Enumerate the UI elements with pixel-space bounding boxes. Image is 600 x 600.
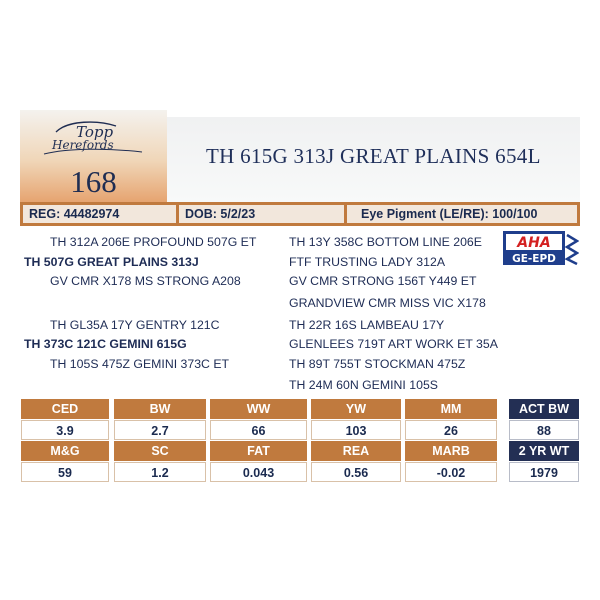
epd-value-mg: 59 [21, 462, 109, 482]
epd-header-mm: MM [405, 399, 497, 419]
epd-value-mm: 26 [405, 420, 497, 440]
epd-header-sc: SC [114, 441, 206, 461]
pedigree-sire-sire-sire: TH 312A 206E PROFOUND 507G ET [50, 235, 257, 249]
topp-herefords-logo [38, 118, 148, 162]
svg-text:Topp: Topp [76, 123, 114, 141]
epd-value-yw: 103 [311, 420, 401, 440]
pedigree-sire-sire: TH 507G GREAT PLAINS 313J [24, 255, 199, 269]
pedigree-sire-dam: TH 373C 121C GEMINI 615G [24, 337, 187, 351]
svg-text:Herefords: Herefords [52, 138, 114, 152]
epd-header-mg: M&G [21, 441, 109, 461]
pedigree-right-line: TH 13Y 358C BOTTOM LINE 206E [289, 235, 482, 249]
two-year-weight-value: 1979 [509, 462, 579, 482]
epd-header-yw: YW [311, 399, 401, 419]
epd-value-fat: 0.043 [210, 462, 307, 482]
pedigree-right-line: GRANDVIEW CMR MISS VIC X178 [289, 296, 486, 310]
pedigree-right-line: TH 89T 755T STOCKMAN 475Z [289, 357, 466, 371]
date-of-birth: DOB: 5/2/23 [179, 205, 344, 223]
eye-pigment: Eye Pigment (LE/RE): 100/100 [347, 205, 577, 223]
lot-number: 168 [70, 164, 117, 199]
pedigree-right-line: GLENLEES 719T ART WORK ET 35A [289, 337, 498, 351]
epd-value-ww: 66 [210, 420, 307, 440]
actual-bw-value: 88 [509, 420, 579, 440]
epd-header-marb: MARB [405, 441, 497, 461]
aha-ge-epd-badge [503, 231, 579, 265]
pedigree-sire-sire-dam: GV CMR X178 MS STRONG A208 [50, 274, 241, 288]
animal-name: TH 615G 313J GREAT PLAINS 654L [206, 144, 541, 168]
registration-info-bar [20, 202, 580, 226]
epd-header-bw: BW [114, 399, 206, 419]
epd-header-rea: REA [311, 441, 401, 461]
pedigree-sire-dam-dam: TH 105S 475Z GEMINI 373C ET [50, 357, 230, 371]
pedigree-right-line: GV CMR STRONG 156T Y449 ET [289, 274, 477, 288]
epd-value-bw: 2.7 [114, 420, 206, 440]
pedigree-right-line: FTF TRUSTING LADY 312A [289, 255, 446, 269]
registration-number: REG: 44482974 [23, 205, 176, 223]
actual-bw-header: ACT BW [509, 399, 579, 419]
epd-value-sc: 1.2 [114, 462, 206, 482]
two-year-weight-header: 2 YR WT [509, 441, 579, 461]
pedigree-right-line: TH 24M 60N GEMINI 105S [289, 378, 438, 392]
epd-value-marb: -0.02 [405, 462, 497, 482]
epd-header-fat: FAT [210, 441, 307, 461]
epd-value-ced: 3.9 [21, 420, 109, 440]
epd-header-ww: WW [210, 399, 307, 419]
svg-text:AHA: AHA [517, 235, 551, 251]
pedigree-sire-dam-sire: TH GL35A 17Y GENTRY 121C [50, 318, 220, 332]
svg-text:GE-EPD: GE-EPD [512, 253, 556, 265]
epd-header-ced: CED [21, 399, 109, 419]
epd-value-rea: 0.56 [311, 462, 401, 482]
pedigree-right-line: TH 22R 16S LAMBEAU 17Y [289, 318, 445, 332]
